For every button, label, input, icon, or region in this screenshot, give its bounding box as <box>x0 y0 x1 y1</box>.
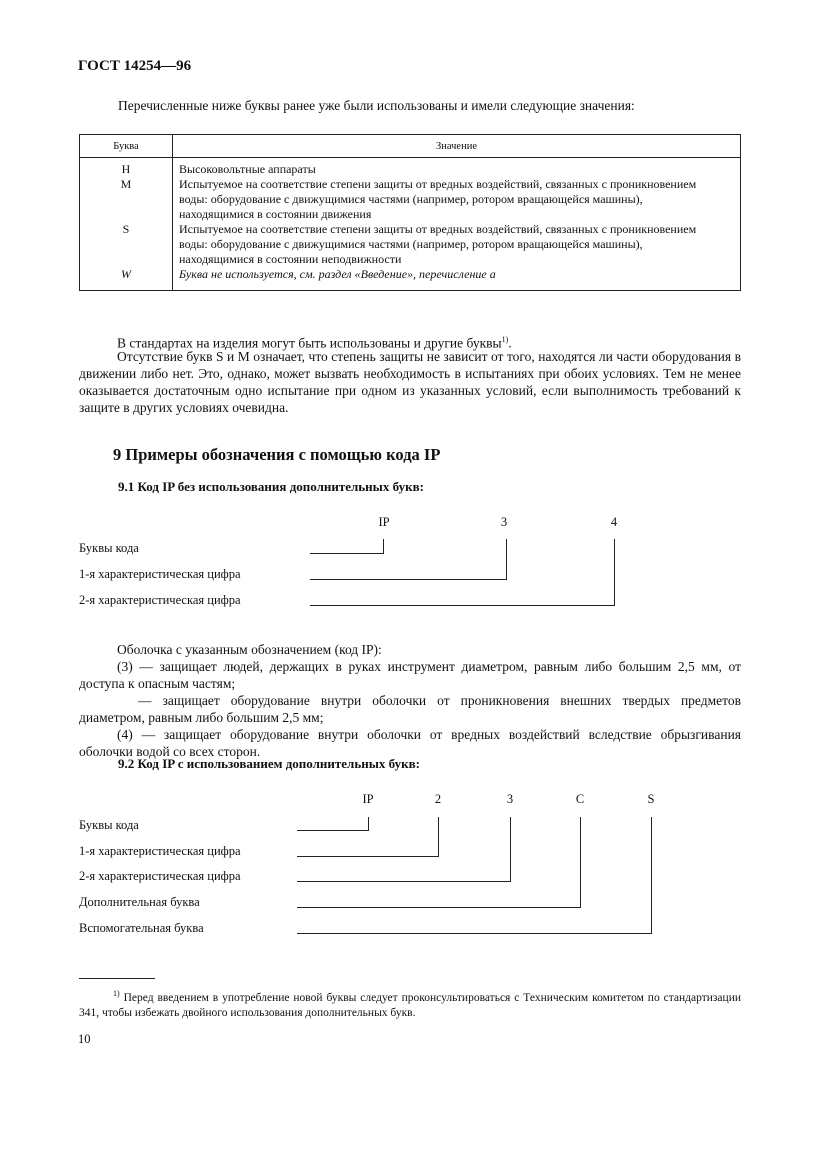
connector-line <box>297 933 652 934</box>
section-9-title: 9 Примеры обозначения с помощью кода IP <box>113 445 441 464</box>
letter-cell: M <box>80 177 173 222</box>
code-letters-ip: IP <box>362 792 374 806</box>
label-code-letters: Буквы кода <box>79 818 139 832</box>
label-additional-letter: Дополнительная буква <box>79 895 200 909</box>
label-second-digit: 2-я характеристическая цифра <box>79 869 241 883</box>
meaning-cell: Буква не используется, см. раздел «Введение», перечисление а <box>173 267 741 291</box>
meaning-cell: Высоковольтные аппараты <box>173 158 741 178</box>
connector-line <box>297 830 369 831</box>
footnote-mark: 1) <box>113 989 120 998</box>
code-digit-2: 4 <box>610 515 618 529</box>
letter-cell: H <box>80 158 173 178</box>
footnote-ref: 1) <box>501 335 509 344</box>
meaning-cell: Испытуемое на соответствие степени защиты от вредных воздействий, связанных с проникновением воды: оборудование с движущимися частями (например, ротором вращающейся машины), находящимися в состоянии движения <box>173 177 741 222</box>
paragraph-end: . <box>508 335 512 351</box>
code-digit-2: 3 <box>506 792 514 806</box>
paragraph-text: В стандартах на изделия могут быть использованы и другие буквы <box>117 335 502 351</box>
paragraph-s-m: Отсутствие букв S и M означает, что степень защиты не зависит от того, находятся ли части оборудования в движении либо нет. Это, однако, может вызвать необходимость в испытаниях при обоих условиях. Тем не менее оказывается достаточным одно испытание при одном из указанных условий, если выполнимость требований к защите в других условиях очевидна. <box>79 349 741 415</box>
connector-line <box>506 539 507 579</box>
letter-cell: W <box>80 267 173 291</box>
shell-item: — защищает оборудование внутри оболочки от проникновения внешних твердых предметов диаметром, равным либо большим 2,5 мм; <box>79 693 741 725</box>
table-row <box>80 158 741 178</box>
connector-line <box>580 817 581 907</box>
subsection-9-2-title: 9.2 Код IP с использованием дополнительных букв: <box>118 756 420 771</box>
supplementary-letter: S <box>647 792 655 806</box>
page-number: 10 <box>78 1032 91 1046</box>
footnote-separator <box>79 978 155 979</box>
column-header-letter: Буква <box>80 135 173 158</box>
footnote-text: Перед введением в употребление новой буквы следует проконсультироваться с Техническим комитетом по стандартизации 341, чтобы избежать двойного использования дополнительных букв. <box>79 991 741 1019</box>
footnote <box>79 986 741 1021</box>
label-second-digit: 2-я характеристическая цифра <box>79 593 241 607</box>
label-first-digit: 1-я характеристическая цифра <box>79 567 241 581</box>
table-row <box>80 177 741 222</box>
connector-line <box>438 817 439 856</box>
letters-table <box>79 134 741 291</box>
table-header-row <box>80 135 741 158</box>
connector-line <box>510 817 511 881</box>
code-letters-ip: IP <box>378 515 390 529</box>
intro-paragraph: Перечисленные ниже буквы ранее уже были использованы и имели следующие значения: <box>118 98 635 113</box>
label-first-digit: 1-я характеристическая цифра <box>79 844 241 858</box>
connector-line <box>651 817 652 933</box>
table-row <box>80 267 741 291</box>
code-digit-1: 2 <box>434 792 442 806</box>
connector-line <box>297 881 511 882</box>
document-header: ГОСТ 14254—96 <box>78 58 192 74</box>
table-row <box>80 222 741 267</box>
connector-line <box>310 605 615 606</box>
connector-line <box>310 579 507 580</box>
meaning-cell: Испытуемое на соответствие степени защиты от вредных воздействий, связанных с проникновением воды: оборудование с движущимися частями (например, ротором вращающейся машины), находящимися в состоянии неподвижности <box>173 222 741 267</box>
column-header-meaning: Значение <box>173 135 741 158</box>
label-supplementary-letter: Вспомогательная буква <box>79 921 204 935</box>
code-digit-1: 3 <box>500 515 508 529</box>
connector-line <box>297 856 439 857</box>
letter-cell: S <box>80 222 173 267</box>
additional-letter: C <box>575 792 585 806</box>
connector-line <box>368 817 369 830</box>
connector-line <box>310 553 384 554</box>
connector-line <box>383 539 384 553</box>
connector-line <box>614 539 615 605</box>
connector-line <box>297 907 581 908</box>
shell-item: (3) — защищает людей, держащих в руках инструмент диаметром, равным либо большим 2,5 мм, от доступа к опасным частям; <box>79 659 741 691</box>
shell-intro: Оболочка с указанным обозначением (код IP): <box>117 642 382 657</box>
subsection-9-1-title: 9.1 Код IP без использования дополнительных букв: <box>118 479 424 494</box>
shell-item: (4) — защищает оборудование внутри оболочки от вредных воздействий вследствие обрызгивания оболочки водой со всех сторон. <box>79 727 741 759</box>
label-code-letters: Буквы кода <box>79 541 139 555</box>
